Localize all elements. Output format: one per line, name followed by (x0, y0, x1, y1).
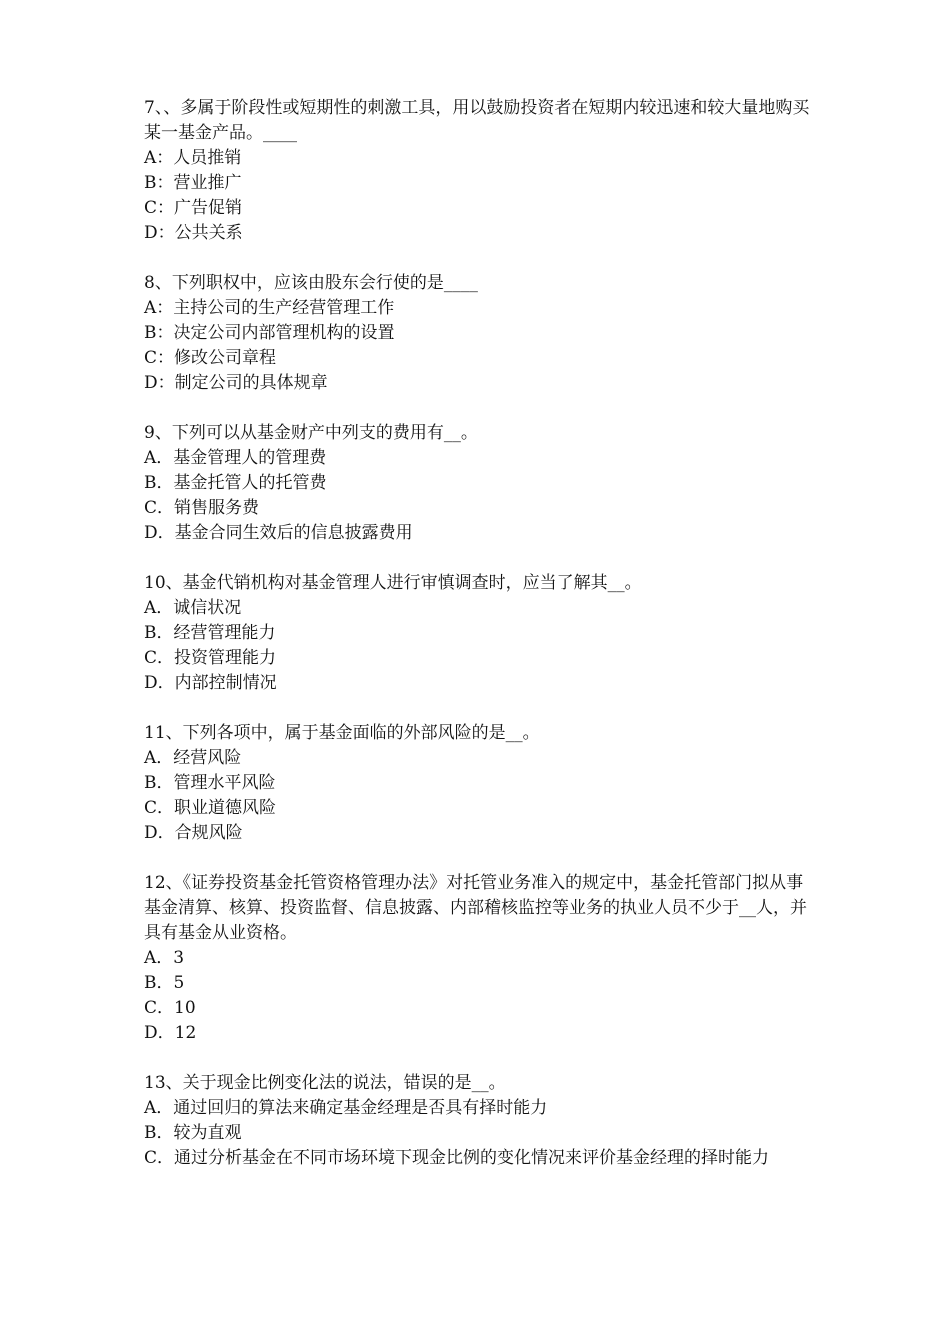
question-text: 8、下列职权中，应该由股东会行使的是____ (144, 273, 478, 293)
option-b: B．较为直观 (144, 1123, 242, 1143)
option-b: B：决定公司内部管理机构的设置 (144, 323, 395, 343)
option-b: B：营业推广 (144, 173, 242, 193)
option-a: A．经营风险 (144, 748, 242, 768)
question-text: 7、、多属于阶段性或短期性的刺激工具，用以鼓励投资者在短期内较迅速和较大量地购买某一基金产品。____ (144, 98, 810, 143)
option-b: B．经营管理能力 (144, 623, 276, 643)
option-d: D．合规风险 (144, 823, 243, 843)
question-list (144, 96, 819, 1196)
question-text: 13、关于现金比例变化法的说法，错误的是__。 (144, 1073, 506, 1093)
option-b: B．基金托管人的托管费 (144, 473, 327, 493)
option-c: C．10 (144, 998, 196, 1018)
question-10 (144, 571, 819, 696)
option-d: D．12 (144, 1023, 197, 1043)
question-13 (144, 1071, 819, 1171)
option-a: A．3 (144, 948, 185, 968)
option-d: D：公共关系 (144, 223, 243, 243)
option-c: C．投资管理能力 (144, 648, 277, 668)
question-11 (144, 721, 819, 846)
option-d: D．基金合同生效后的信息披露费用 (144, 523, 413, 543)
option-b: B．管理水平风险 (144, 773, 276, 793)
option-a: A：人员推销 (144, 148, 242, 168)
option-c: C．销售服务费 (144, 498, 260, 518)
option-b: B．5 (144, 973, 185, 993)
option-c: C．通过分析基金在不同市场环境下现金比例的变化情况来评价基金经理的择时能力 (144, 1148, 770, 1168)
option-a: A．通过回归的算法来确定基金经理是否具有择时能力 (144, 1098, 548, 1118)
option-a: A：主持公司的生产经营管理工作 (144, 298, 395, 318)
option-c: C：修改公司章程 (144, 348, 277, 368)
option-d: D．内部控制情况 (144, 673, 277, 693)
option-d: D：制定公司的具体规章 (144, 373, 328, 393)
question-text: 9、下列可以从基金财产中列支的费用有__。 (144, 423, 478, 443)
option-a: A．诚信状况 (144, 598, 242, 618)
question-9 (144, 421, 819, 546)
question-text: 10、基金代销机构对基金管理人进行审慎调查时，应当了解其__。 (144, 573, 642, 593)
option-c: C：广告促销 (144, 198, 243, 218)
option-c: C．职业道德风险 (144, 798, 277, 818)
question-7 (144, 96, 819, 246)
question-8 (144, 271, 819, 396)
question-text: 12、《证券投资基金托管资格管理办法》对托管业务准入的规定中，基金托管部门拟从事基金清算、核算、投资监督、信息披露、内部稽核监控等业务的执业人员不少于__人，并具有基金从业资格。 (144, 873, 807, 943)
option-a: A．基金管理人的管理费 (144, 448, 327, 468)
question-text: 11、下列各项中，属于基金面临的外部风险的是__。 (144, 723, 540, 743)
question-12 (144, 871, 819, 1046)
